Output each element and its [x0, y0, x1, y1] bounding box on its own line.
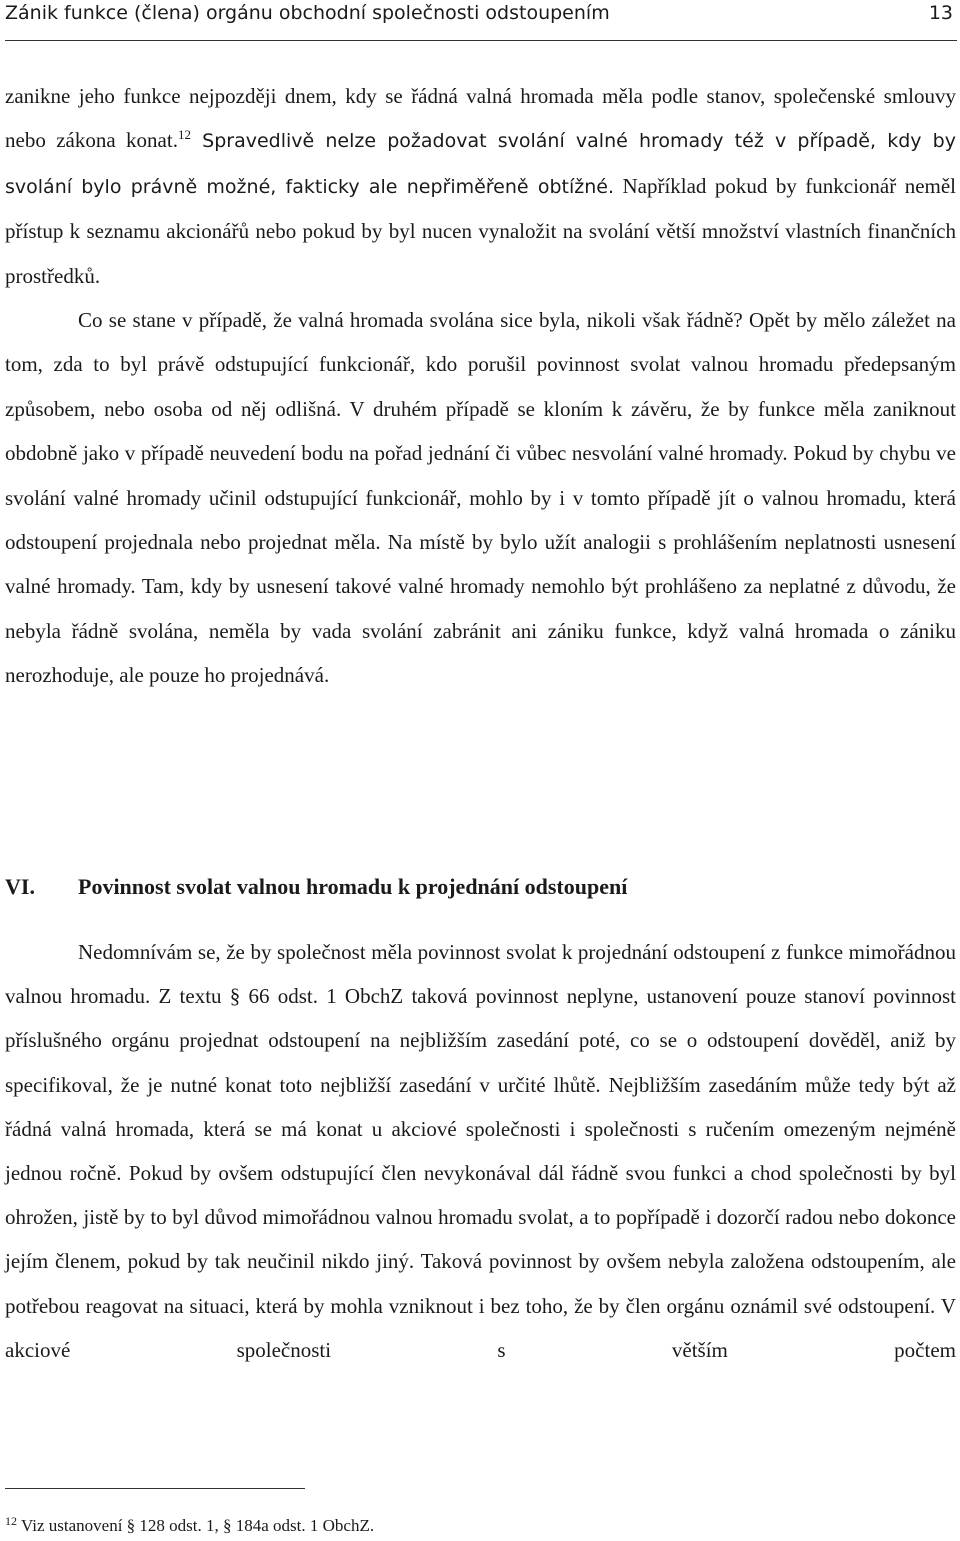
footnote-separator — [5, 1488, 305, 1489]
paragraph-1-text: zanikne jeho funkce nejpozději dnem, kdy se řádná valná hromada měla podle stanov, společenské smlouvy nebo zákona konat. — [5, 84, 956, 153]
footnote — [5, 1514, 374, 1538]
section-heading — [5, 865, 956, 909]
paragraph-1 — [5, 74, 956, 298]
paragraph-3: Nedomnívám se, že by společnost měla povinnost svolat k projednání odstoupení z funkce mimořádnou valnou hromadu. Z textu § 66 odst. 1 ObchZ taková povinnost neplyne, ustanovení pouze stanoví povinnost příslušného orgánu projednat odstoupení na nejbližším zasedání poté, co se o odstoupení dověděl, aniž by specifikoval, že je nutné konat toto nejbližší zasedání v určité lhůtě. Nejbližším zasedáním může tedy být až řádná valná hromada, která se má konat u akciové společnosti i společnosti s ručením omezeným nejméně jednou ročně. Pokud by ovšem odstupující člen nevykonával dál řádně svou funkci a chod společnosti by byl ohrožen, jistě by to byl důvod mimořádnou valnou hromadu svolat, a to popřípadě i dozorčí radou nebo dokonce jejím členem, pokud by tak neučinil nikdo jiný. Taková povinnost by ovšem nebyla založena odstoupením, ale potřebou reagovat na situaci, která by mohla vzniknout i bez toho, že by člen orgánu oznámil své odstoupení. V akciové společnosti s větším počtem — [5, 940, 956, 1362]
footnote-reference[interactable]: 12 — [177, 127, 191, 143]
paragraph-2: Co se stane v případě, že valná hromada svolána sice byla, nikoli však řádně? Opět by mělo záležet na tom, zda to byl právě odstupující funkcionář, kdo porušil povinnost svolat valnou hromadu předepsaným způsobem, nebo osoba od něj odlišná. V druhém případě se kloním k závěru, že by funkce měla zaniknout obdobně jako v případě neuvedení bodu na pořad jednání či vůbec nesvolání valné hromady. Pokud by chybu ve svolání valné hromady učinil odstupující funkcionář, mohlo by i v tomto případě jít o valnou hromadu, která odstoupení projednala nebo projednat měla. Na místě by bylo užít analogii s prohlášením neplatnosti usnesení valné hromady. Tam, kdy by usnesení takové valné hromady nemohlo být prohlášeno za neplatné z důvodu, že nebyla řádně svolána, neměla by vada svolání zabránit ani zániku funkce, když valná hromada o zániku nerozhoduje, ale pouze ho projednává. — [5, 308, 956, 688]
footnote-number: 12 — [5, 1514, 17, 1528]
paragraph-1-sans-text: Spravedlivě nelze požadovat svolání valné hromady též v případě, kdy by svolání bylo právně možné, fakticky ale nepřiměřeně obtížné. — [5, 130, 956, 198]
header-title: Zánik funkce (člena) orgánu obchodní společnosti odstoupením — [5, 2, 610, 24]
page-number: 13 — [928, 2, 953, 24]
section-title: Povinnost svolat valnou hromadu k projednání odstoupení — [78, 874, 628, 899]
running-header — [5, 0, 957, 41]
body-text-bottom — [5, 930, 956, 1372]
section-number: VI. — [5, 874, 35, 899]
paragraph-1-text-continued: Například pokud by funkcionář neměl přístup k seznamu akcionářů nebo pokud by byl nucen vynaložit na svolání větší množství vlastních finančních prostředků. — [5, 173, 957, 288]
body-text-top — [5, 74, 956, 698]
footnote-text: Viz ustanovení § 128 odst. 1, § 184a odst. 1 ObchZ. — [21, 1516, 375, 1535]
